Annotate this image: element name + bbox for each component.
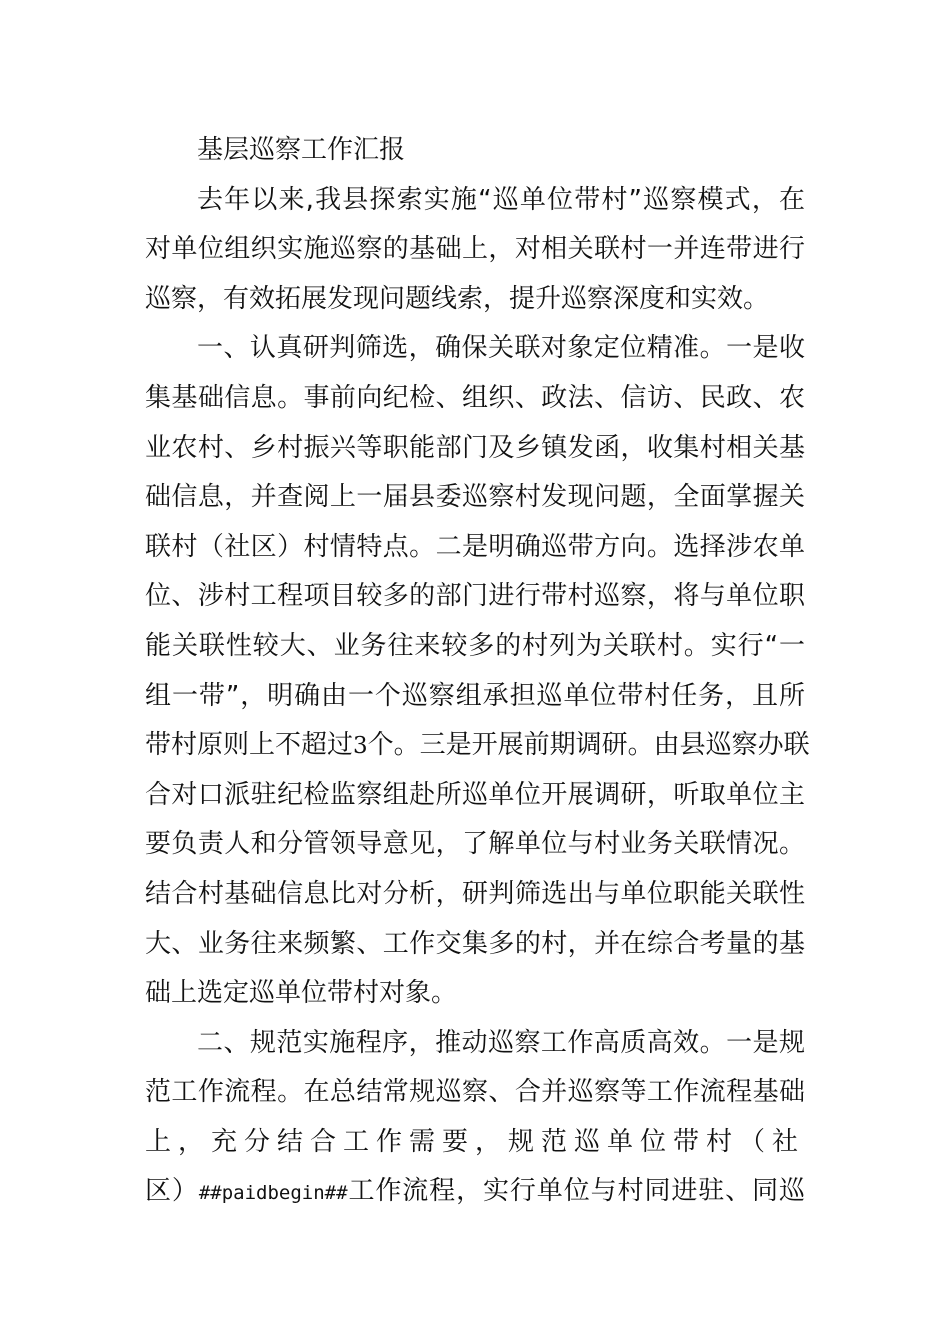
document-body [145, 126, 810, 1217]
paid-content-marker: ##paidbegin## [198, 1182, 348, 1205]
paragraph-3-line-4-start: 区） [145, 1176, 199, 1207]
paragraph-2-line-11: 要负责人和分管领导意见，了解单位与村业务关联情况。 [145, 829, 805, 860]
paragraph-2-line-9-end: 个。三是开展前期调研。由县巡察办联 [367, 730, 810, 761]
paragraph-3-line-1: 二、规范实施程序，推动巡察工作高质高效。一是规 [197, 1027, 805, 1058]
paragraph-2-line-8: 组一带”，明确由一个巡察组承担巡单位带村任务，且所 [145, 680, 805, 711]
paragraph-2-line-6: 位、涉村工程项目较多的部门进行带村巡察，将与单位职 [145, 581, 805, 612]
paragraph-2-line-7: 能关联性较大、业务往来较多的村列为关联村。实行“一 [145, 630, 805, 661]
paragraph-2-line-9-start: 带村原则上不超过 [145, 730, 354, 761]
paragraph-3-line-4 [145, 1167, 805, 1217]
paragraph-2-line-4: 础信息，并查阅上一届县委巡察村发现问题，全面掌握关 [145, 482, 805, 513]
paragraph-2-line-9 [145, 721, 810, 771]
paragraph-3-line-4-end: 工作流程，实行单位与村同进驻、同巡 [347, 1176, 805, 1207]
paragraph-2-line-1: 一、认真研判筛选，确保关联对象定位精准。一是收 [197, 333, 805, 364]
paragraph-2-line-14: 础上选定巡单位带村对象。 [145, 978, 458, 1009]
paragraph-2-line-3: 业农村、乡村振兴等职能部门及乡镇发函，收集村相关基 [145, 432, 805, 463]
paragraph-1-line-2: 对单位组织实施巡察的基础上，对相关联村一并连带进行 [145, 234, 805, 265]
paragraph-2-line-2: 集基础信息。事前向纪检、组织、政法、信访、民政、农 [145, 382, 805, 413]
paragraph-3-line-3: 上，充分结合工作需要，规范巡单位带村（社 [145, 1126, 806, 1157]
village-limit-number: 3 [353, 733, 368, 760]
paragraph-2-line-13: 大、业务往来频繁、工作交集多的村，并在综合考量的基 [145, 928, 805, 959]
paragraph-2-line-12: 结合村基础信息比对分析，研判筛选出与单位职能关联性 [145, 878, 805, 909]
paragraph-1-line-1: 去年以来,我县探索实施“巡单位带村”巡察模式，在 [197, 184, 805, 215]
document-title: 基层巡察工作汇报 [197, 135, 406, 165]
paragraph-1-line-3: 巡察，有效拓展发现问题线索，提升巡察深度和实效。 [145, 283, 770, 314]
paragraph-2-line-5: 联村（社区）村情特点。二是明确巡带方向。选择涉农单 [145, 531, 805, 562]
paragraph-3-line-2: 范工作流程。在总结常规巡察、合并巡察等工作流程基础 [145, 1077, 805, 1108]
paragraph-2-line-10: 合对口派驻纪检监察组赴所巡单位开展调研，听取单位主 [145, 779, 805, 810]
